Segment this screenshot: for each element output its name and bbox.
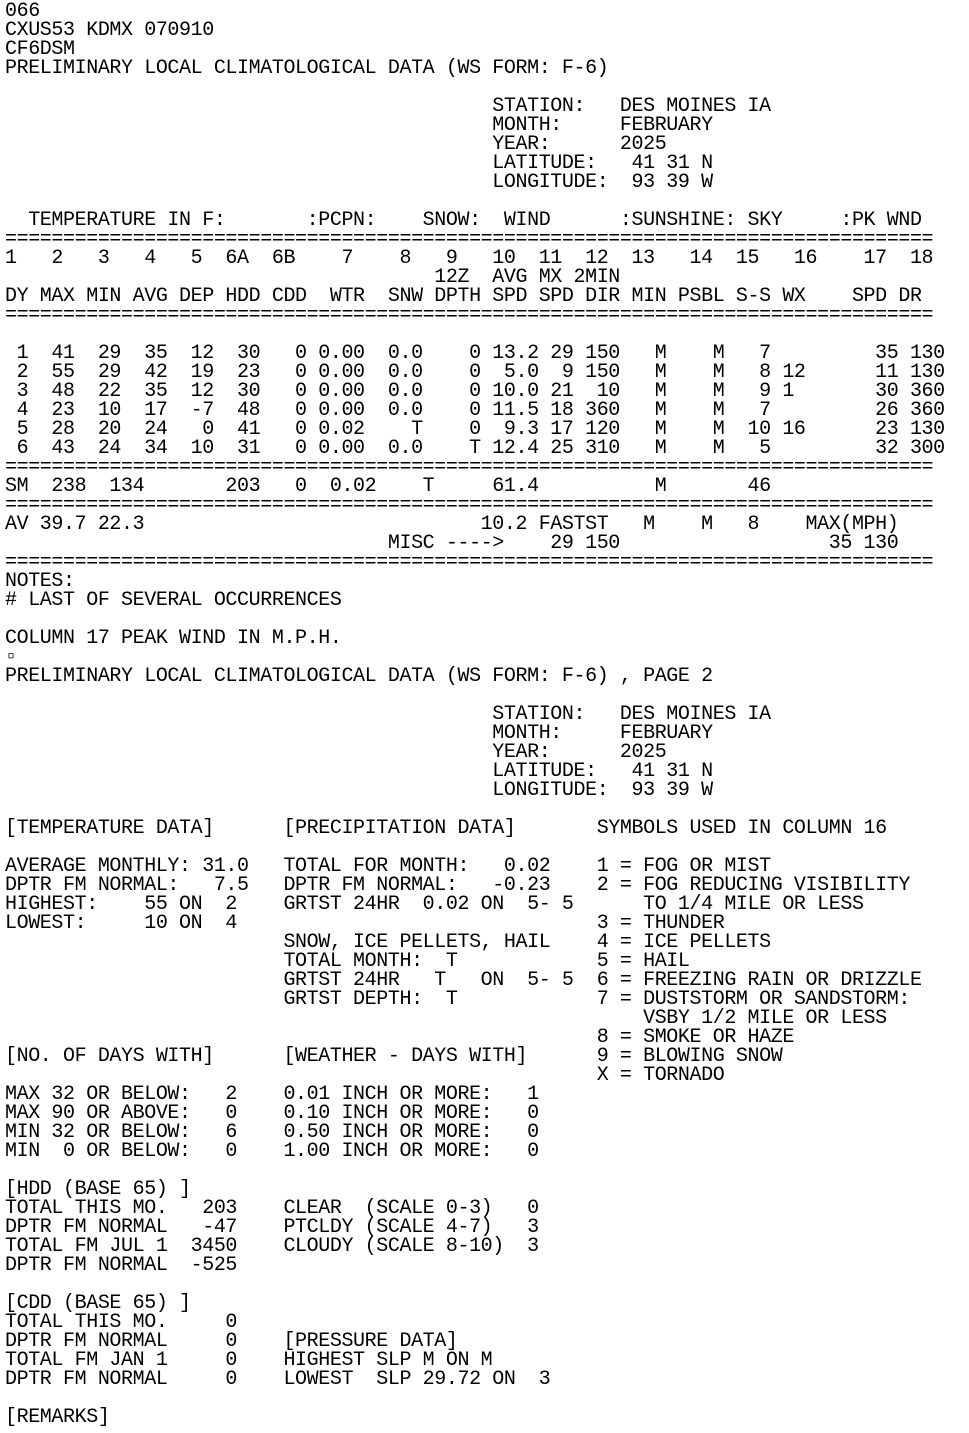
report-line: TOTAL MONTH: T 5 = HAIL: [5, 950, 690, 973]
report-line: 4 23 10 17 -7 48 0 0.00 0.0 0 11.5 18 360 M M 7 26 360: [5, 399, 945, 422]
report-line: TOTAL THIS MO. 203 CLEAR (SCALE 0-3) 0: [5, 1197, 539, 1220]
report-line: YEAR: 2025: [5, 133, 667, 156]
report-line: NOTES:: [5, 570, 75, 593]
report-line: TOTAL FM JUL 1 3450 CLOUDY (SCALE 8-10) 3: [5, 1235, 539, 1258]
report-line: X = TORNADO: [5, 1064, 725, 1087]
report-line: GRTST DEPTH: T 7 = DUSTSTORM OR SANDSTORM:: [5, 988, 910, 1011]
report-line: LATITUDE: 41 31 N: [5, 152, 713, 175]
report-line: MISC ----> 29 150 35 130: [5, 532, 899, 555]
report-line: LATITUDE: 41 31 N: [5, 760, 713, 783]
report-line: CXUS53 KDMX 070910: [5, 19, 214, 42]
report-line: [TEMPERATURE DATA] [PRECIPITATION DATA] SYMBOLS USED IN COLUMN 16: [5, 817, 887, 840]
report-line: 066: [5, 0, 40, 23]
report-line: ================================================================================: [5, 304, 934, 327]
report-line: MIN 0 OR BELOW: 0 1.00 INCH OR MORE: 0: [5, 1140, 539, 1163]
report-line: LOWEST: 10 ON 4 3 = THUNDER: [5, 912, 725, 935]
report-line: 12Z AVG MX 2MIN: [5, 266, 620, 289]
report-line: DPTR FM NORMAL: 7.5 DPTR FM NORMAL: -0.23 2 = FOG REDUCING VISIBILITY: [5, 874, 910, 897]
report-line: [NO. OF DAYS WITH] [WEATHER - DAYS WITH] 9 = BLOWING SNOW: [5, 1045, 783, 1068]
report-line: MIN 32 OR BELOW: 6 0.50 INCH OR MORE: 0: [5, 1121, 539, 1144]
report-line: ▫: [5, 646, 17, 669]
report-line: DPTR FM NORMAL 0 LOWEST SLP 29.72 ON 3: [5, 1368, 551, 1391]
report-line: 5 28 20 24 0 41 0 0.02 T 0 9.3 17 120 M M 10 16 23 130: [5, 418, 945, 441]
report-line: DY MAX MIN AVG DEP HDD CDD WTR SNW DPTH SPD SPD DIR MIN PSBL S-S WX SPD DR: [5, 285, 922, 308]
report-line: 3 48 22 35 12 30 0 0.00 0.0 0 10.0 21 10 M M 9 1 30 360: [5, 380, 945, 403]
report-line: HIGHEST: 55 ON 2 GRTST 24HR 0.02 ON 5- 5 TO 1/4 MILE OR LESS: [5, 893, 864, 916]
report-line: MONTH: FEBRUARY: [5, 114, 713, 137]
report-line: TOTAL FM JAN 1 0 HIGHEST SLP M ON M: [5, 1349, 493, 1372]
report-line: PRELIMINARY LOCAL CLIMATOLOGICAL DATA (WS FORM: F-6): [5, 57, 609, 80]
report-line: [HDD (BASE 65) ]: [5, 1178, 191, 1201]
report-line: AVERAGE MONTHLY: 31.0 TOTAL FOR MONTH: 0.02 1 = FOG OR MIST: [5, 855, 771, 878]
report-line: SNOW, ICE PELLETS, HAIL 4 = ICE PELLETS: [5, 931, 771, 954]
report-line: COLUMN 17 PEAK WIND IN M.P.H.: [5, 627, 342, 650]
report-line: LONGITUDE: 93 39 W: [5, 171, 713, 194]
report-line: DPTR FM NORMAL -47 PTCLDY (SCALE 4-7) 3: [5, 1216, 539, 1239]
report-line: 2 55 29 42 19 23 0 0.00 0.0 0 5.0 9 150 M M 8 12 11 130: [5, 361, 945, 384]
report-line: 6 43 24 34 10 31 0 0.00 0.0 T 12.4 25 310 M M 5 32 300: [5, 437, 945, 460]
report-line: 1 2 3 4 5 6A 6B 7 8 9 10 11 12 13 14 15 16 17 18: [5, 247, 934, 270]
report-line: TOTAL THIS MO. 0: [5, 1311, 238, 1334]
report-line: DPTR FM NORMAL 0 [PRESSURE DATA]: [5, 1330, 458, 1353]
report-line: STATION: DES MOINES IA: [5, 703, 771, 726]
report-line: # LAST OF SEVERAL OCCURRENCES: [5, 589, 342, 612]
report-line: YEAR: 2025: [5, 741, 667, 764]
report-line: MONTH: FEBRUARY: [5, 722, 713, 745]
report-line: DPTR FM NORMAL -525: [5, 1254, 238, 1277]
report-line: PRELIMINARY LOCAL CLIMATOLOGICAL DATA (WS FORM: F-6) , PAGE 2: [5, 665, 713, 688]
report-line: ================================================================================: [5, 494, 934, 517]
report-line: AV 39.7 22.3 10.2 FASTST M M 8 MAX(MPH): [5, 513, 899, 536]
report-line: ================================================================================: [5, 228, 934, 251]
report-line: CF6DSM: [5, 38, 75, 61]
report-line: ================================================================================: [5, 551, 934, 574]
report-line: [CDD (BASE 65) ]: [5, 1292, 191, 1315]
report-line: MAX 32 OR BELOW: 2 0.01 INCH OR MORE: 1: [5, 1083, 539, 1106]
report-line: GRTST 24HR T ON 5- 5 6 = FREEZING RAIN OR DRIZZLE: [5, 969, 922, 992]
report-line: SM 238 134 203 0 0.02 T 61.4 M 46: [5, 475, 771, 498]
report-line: MAX 90 OR ABOVE: 0 0.10 INCH OR MORE: 0: [5, 1102, 539, 1125]
report-line: TEMPERATURE IN F: :PCPN: SNOW: WIND :SUNSHINE: SKY :PK WND: [5, 209, 922, 232]
report-line: VSBY 1/2 MILE OR LESS: [5, 1007, 887, 1030]
report-line: 8 = SMOKE OR HAZE: [5, 1026, 794, 1049]
report-line: LONGITUDE: 93 39 W: [5, 779, 713, 802]
report-line: [5, 1389, 969, 1408]
report-line: ================================================================================: [5, 456, 934, 479]
report-line: 1 41 29 35 12 30 0 0.00 0.0 0 13.2 29 150 M M 7 35 130: [5, 342, 945, 365]
report-line: STATION: DES MOINES IA: [5, 95, 771, 118]
report-line: [REMARKS]: [5, 1406, 110, 1429]
